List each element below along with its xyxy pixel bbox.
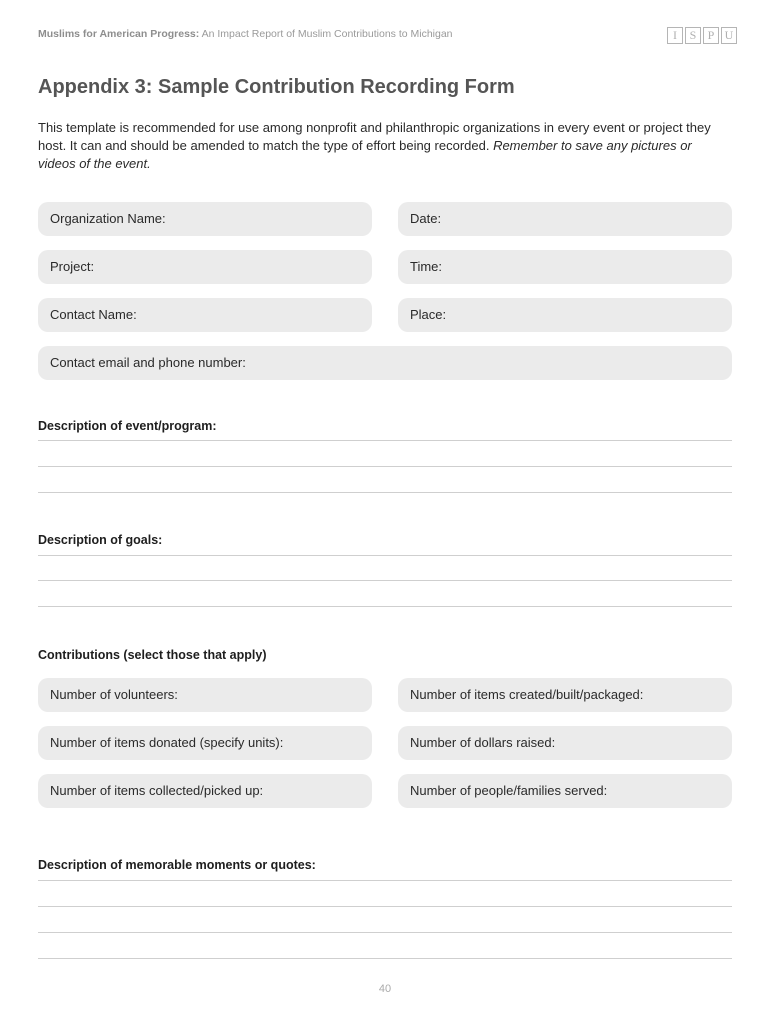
organization-name-field[interactable]: Organization Name: [38, 202, 372, 236]
logo-letter: P [703, 27, 719, 44]
writing-line[interactable] [38, 555, 732, 556]
logo-letter: S [685, 27, 701, 44]
logo-letter: I [667, 27, 683, 44]
intro-text: This template is recommended for use among nonprofit and philanthropic organizations in every event or project they host. It can and should be amended to match the type of effort being recorded. [38, 120, 711, 153]
items-collected-field[interactable]: Number of items collected/picked up: [38, 774, 372, 808]
writing-line[interactable] [38, 958, 732, 959]
running-header [38, 28, 453, 40]
memorable-moments-label: Description of memorable moments or quotes: [38, 858, 316, 872]
intro-reminder: Remember to save any pictures or videos of the event. [38, 138, 692, 171]
writing-line[interactable] [38, 932, 732, 933]
contact-name-field[interactable]: Contact Name: [38, 298, 372, 332]
items-donated-field[interactable]: Number of items donated (specify units): [38, 726, 372, 760]
time-field[interactable]: Time: [398, 250, 732, 284]
writing-line[interactable] [38, 440, 732, 441]
header-report-subtitle: An Impact Report of Muslim Contributions to Michigan [199, 28, 453, 40]
writing-line[interactable] [38, 606, 732, 607]
writing-line[interactable] [38, 580, 732, 581]
place-field[interactable]: Place: [398, 298, 732, 332]
logo-letter: U [721, 27, 737, 44]
page-number: 40 [378, 983, 392, 995]
dollars-raised-field[interactable]: Number of dollars raised: [398, 726, 732, 760]
writing-line[interactable] [38, 880, 732, 881]
contact-email-phone-field[interactable]: Contact email and phone number: [38, 346, 732, 380]
people-served-field[interactable]: Number of people/families served: [398, 774, 732, 808]
description-event-label: Description of event/program: [38, 419, 217, 433]
writing-line[interactable] [38, 466, 732, 467]
writing-line[interactable] [38, 492, 732, 493]
description-goals-label: Description of goals: [38, 533, 163, 547]
contributions-label: Contributions (select those that apply) [38, 648, 267, 662]
intro-paragraph [38, 119, 730, 173]
project-field[interactable]: Project: [38, 250, 372, 284]
items-created-field[interactable]: Number of items created/built/packaged: [398, 678, 732, 712]
ispu-logo [667, 27, 737, 44]
writing-line[interactable] [38, 906, 732, 907]
header-report-title: Muslims for American Progress: [38, 28, 200, 40]
date-field[interactable]: Date: [398, 202, 732, 236]
page-title: Appendix 3: Sample Contribution Recording Form [38, 76, 515, 98]
volunteers-field[interactable]: Number of volunteers: [38, 678, 372, 712]
